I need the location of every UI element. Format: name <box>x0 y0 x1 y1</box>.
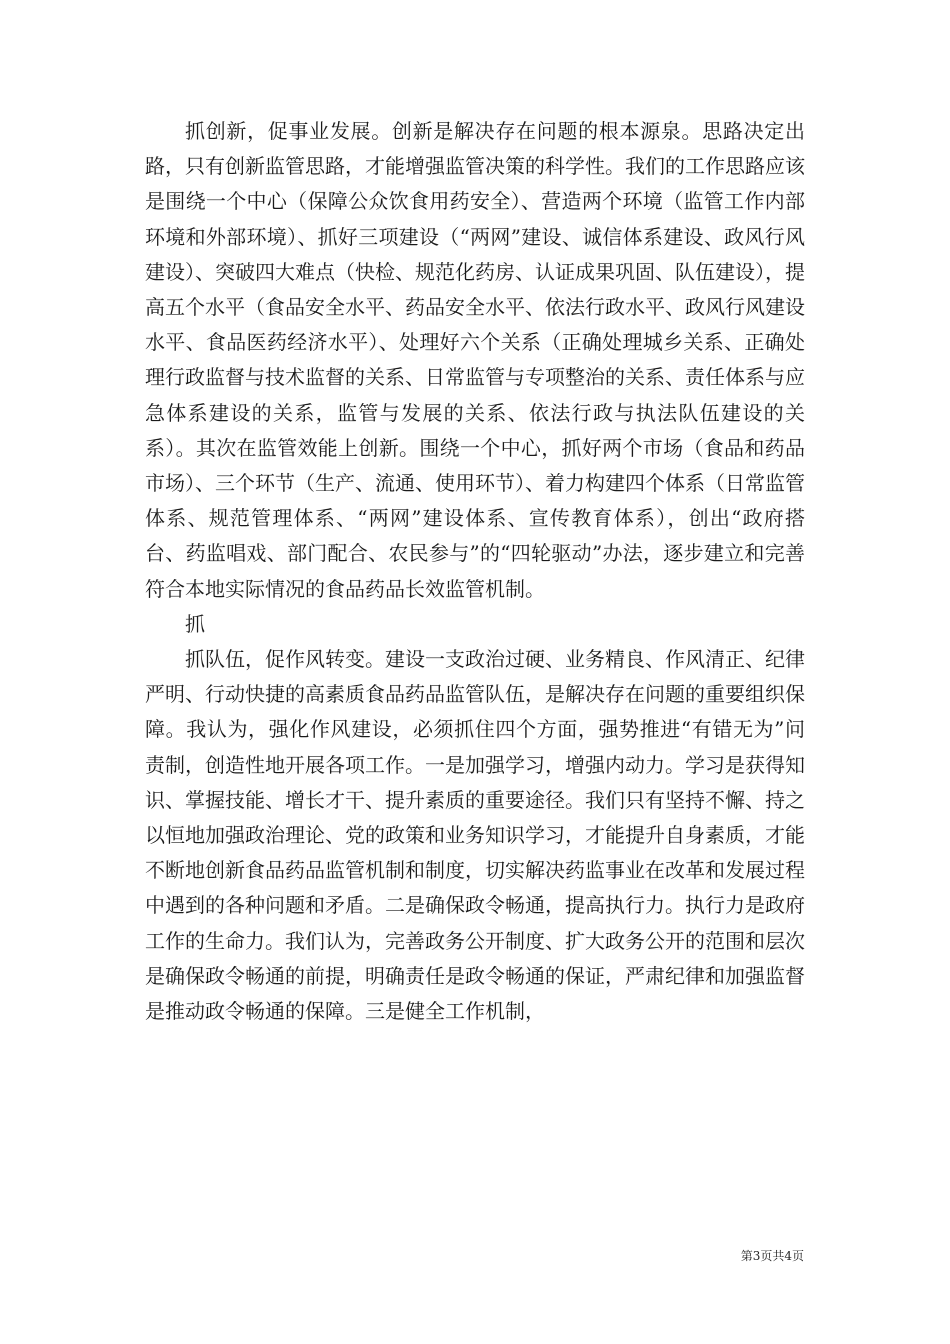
paragraph-innovation: 抓创新，促事业发展。创新是解决存在问题的根本源泉。思路决定出路，只有创新监管思路，才能增强监管决策的科学性。我们的工作思路应该是围绕一个中心（保障公众饮食用药安全）、营造两个环境（监管工作内部环境和外部环境）、抓好三项建设（“两网”建设、诚信体系建设、政风行风建设）、突破四大难点（快检、规范化药房、认证成果巩固、队伍建设），提高五个水平（食品安全水平、药品安全水平、依法行政水平、政风行风建设水平、食品医药经济水平）、处理好六个关系（正确处理城乡关系、正确处理行政监督与技术监督的关系、日常监管与专项整治的关系、责任体系与应急体系建设的关系，监管与发展的关系、依法行政与执法队伍建设的关系）。其次在监管效能上创新。围绕一个中心，抓好两个市场（食品和药品市场）、三个环节（生产、流通、使用环节）、着力构建四个体系（日常监管体系、规范管理体系、“两网”建设体系、宣传教育体系），创出“政府搭台、药监唱戏、部门配合、农民参与”的“四轮驱动”办法，逐步建立和完善符合本地实际情况的食品药品长效监管机制。 <box>145 119 805 601</box>
page-number-footer: 第3页共4页 <box>740 1249 804 1263</box>
paragraph-fragment: 抓 <box>185 611 205 636</box>
paragraph-team: 抓队伍，促作风转变。建设一支政治过硬、业务精良、作风清正、纪律严明、行动快捷的高素质食品药品监管队伍，是解决存在问题的重要组织保障。我认为，强化作风建设，必须抓住四个方面，强势推进“有错无为”问责制，创造性地开展各项工作。一是加强学习，增强内动力。学习是获得知识、掌握技能、增长才干、提升素质的重要途径。我们只有坚持不懈、持之以恒地加强政治理论、党的政策和业务知识学习，才能提升自身素质，才能不断地创新食品药品监管机制和制度，切实解决药监事业在改革和发展过程中遇到的各种问题和矛盾。二是确保政令畅通，提高执行力。执行力是政府工作的生命力。我们认为，完善政务公开制度、扩大政务公开的范围和层次是确保政令畅通的前提，明确责任是政令畅通的保证，严肃纪律和加强监督是推动政令畅通的保障。三是健全工作机制， <box>145 647 805 1024</box>
document-body <box>145 114 805 1029</box>
